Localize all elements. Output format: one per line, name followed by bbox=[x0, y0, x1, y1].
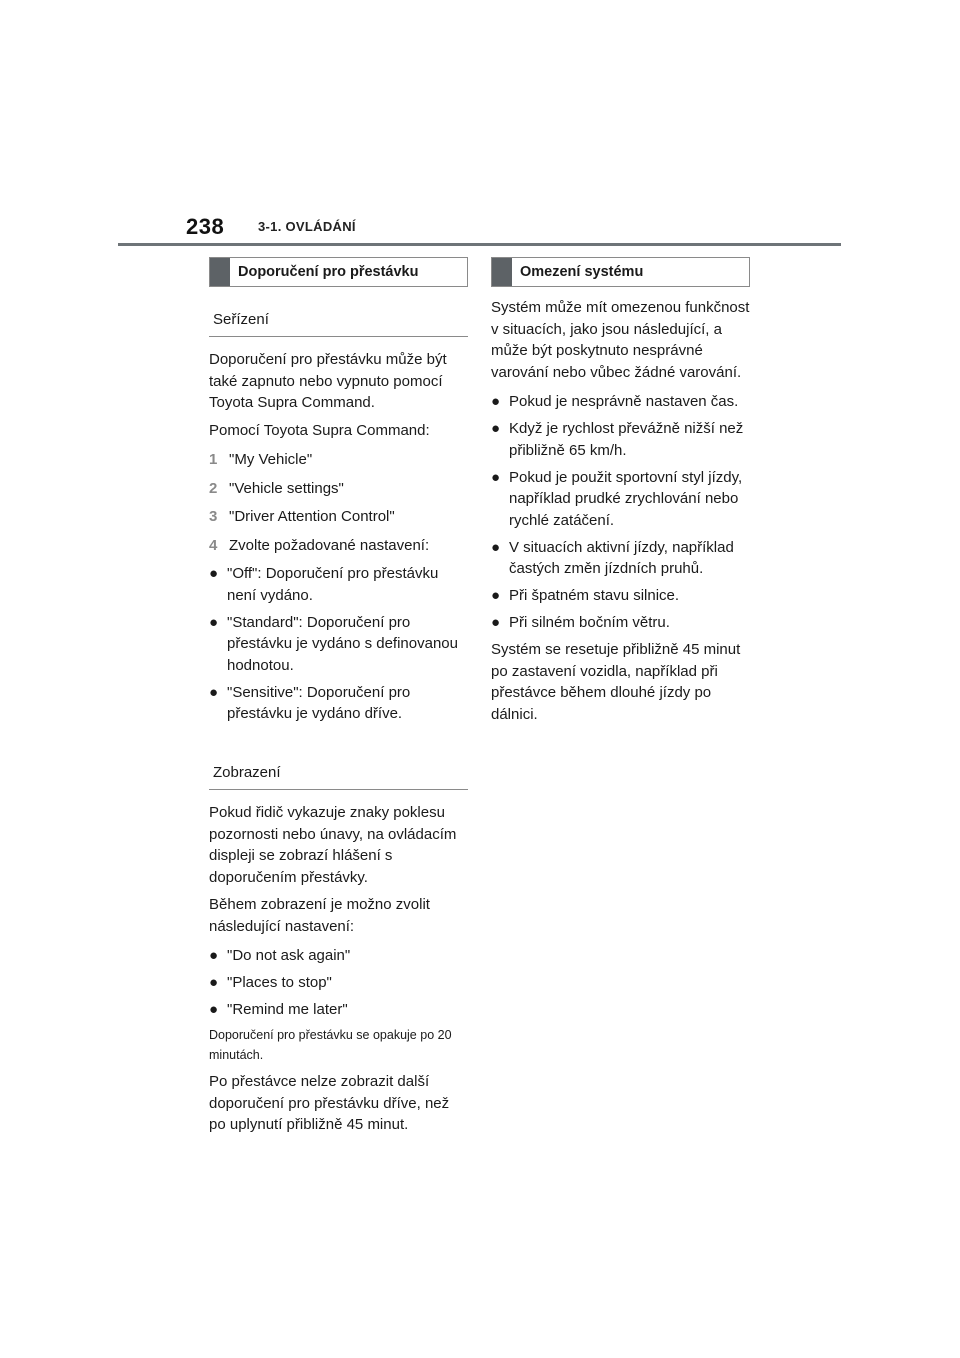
left-column bbox=[209, 257, 468, 1142]
bullet-icon: ● bbox=[209, 1001, 219, 1018]
heading-tab bbox=[210, 258, 230, 286]
right-column bbox=[491, 257, 750, 731]
list-item bbox=[491, 418, 750, 461]
step-text: "My Vehicle" bbox=[229, 451, 313, 468]
break-recommendation-heading bbox=[209, 257, 468, 287]
note: Doporučení pro přestávku se opakuje po 20 minutách. bbox=[209, 1028, 452, 1062]
step-text: "Driver Attention Control" bbox=[229, 508, 395, 525]
paragraph: Doporučení pro přestávku může být také zapnuto nebo vypnuto pomocí Toyota Supra Command. bbox=[209, 351, 447, 411]
list-item bbox=[491, 585, 750, 607]
bullet-icon: ● bbox=[491, 393, 501, 410]
heading-tab bbox=[492, 258, 512, 286]
bullet-icon: ● bbox=[491, 587, 501, 604]
step-text: "Vehicle settings" bbox=[229, 479, 344, 497]
bullet-icon: ● bbox=[491, 538, 501, 556]
paragraph: Během zobrazení je možno zvolit následující nastavení: bbox=[209, 896, 430, 935]
list-item-text: "Sensitive": Doporučení pro přestávku je vydáno dříve. bbox=[227, 683, 411, 722]
list-item-text: Když je rychlost převážně nižší než přibližně 65 km/h. bbox=[509, 420, 744, 459]
step-number: 3 bbox=[209, 508, 218, 525]
bullet-icon: ● bbox=[209, 565, 219, 582]
list-item bbox=[209, 972, 468, 994]
list-item-text: V situacích aktivní jízdy, například častých změn jízdních pruhů. bbox=[509, 538, 734, 577]
list-item-text: "Remind me later" bbox=[227, 1001, 348, 1018]
heading-label: Doporučení pro přestávku bbox=[238, 264, 419, 280]
section-title: 3-1. OVLÁDÁNÍ bbox=[258, 219, 356, 234]
list-item-text: "Standard": Doporučení pro přestávku je vydáno s definovanou hodnotou. bbox=[227, 613, 458, 674]
step-item bbox=[209, 535, 468, 557]
bullet-icon: ● bbox=[491, 420, 501, 437]
step-number: 4 bbox=[209, 536, 218, 554]
header-rule bbox=[118, 243, 841, 246]
step-number: 1 bbox=[209, 451, 218, 468]
paragraph: Systém se resetuje přibližně 45 minut po zastavení vozidla, například při přestávce během dlouhé jízdy po dálnici. bbox=[491, 641, 741, 723]
list-item-text: "Do not ask again" bbox=[227, 947, 351, 964]
paragraph: Pokud řidič vykazuje znaky poklesu pozornosti nebo únavy, na ovládacím displeji se zobrazí hlášení s doporučením přestávky. bbox=[209, 804, 457, 886]
step-item bbox=[209, 478, 468, 500]
list-item bbox=[209, 612, 468, 677]
step-text: Zvolte požadované nastavení: bbox=[229, 536, 430, 554]
list-item bbox=[491, 467, 750, 532]
list-item bbox=[209, 945, 468, 967]
heading-label: Omezení systému bbox=[520, 264, 644, 280]
bullet-icon: ● bbox=[491, 614, 501, 631]
paragraph: Po přestávce nelze zobrazit další doporučení pro přestávku dříve, než po uplynutí přibližně 45 minut. bbox=[209, 1073, 450, 1133]
bullet-icon: ● bbox=[209, 974, 219, 991]
list-item bbox=[491, 612, 750, 634]
bullet-icon: ● bbox=[491, 468, 501, 486]
list-item-text: "Places to stop" bbox=[227, 974, 332, 991]
page-number: 238 bbox=[186, 214, 225, 239]
paragraph: Pomocí Toyota Supra Command: bbox=[209, 421, 430, 439]
step-item bbox=[209, 449, 468, 471]
step-number: 2 bbox=[209, 479, 218, 497]
bullet-icon: ● bbox=[209, 683, 219, 701]
list-item bbox=[209, 563, 468, 606]
bullet-icon: ● bbox=[209, 613, 219, 631]
subheading-display: Zobrazení bbox=[209, 750, 468, 790]
list-item bbox=[491, 391, 750, 413]
list-item bbox=[209, 682, 468, 725]
paragraph: Systém může mít omezenou funkčnost v situacích, jako jsou následující, a může být poskytnuto nesprávné varování nebo vůbec žádné varování. bbox=[491, 299, 750, 381]
list-item-text: "Off": Doporučení pro přestávku není vydáno. bbox=[227, 565, 439, 604]
list-item-text: Pokud je použit sportovní styl jízdy, například prudké zrychlování nebo rychlé zatáčení. bbox=[509, 468, 743, 529]
step-item bbox=[209, 506, 468, 528]
list-item-text: Při špatném stavu silnice. bbox=[509, 587, 680, 604]
system-limits-heading bbox=[491, 257, 750, 287]
bullet-icon: ● bbox=[209, 947, 219, 964]
list-item bbox=[491, 537, 750, 580]
list-item bbox=[209, 999, 468, 1021]
subheading-adjustment: Seřízení bbox=[209, 297, 468, 337]
list-item-text: Při silném bočním větru. bbox=[509, 614, 670, 631]
list-item-text: Pokud je nesprávně nastaven čas. bbox=[509, 393, 739, 410]
